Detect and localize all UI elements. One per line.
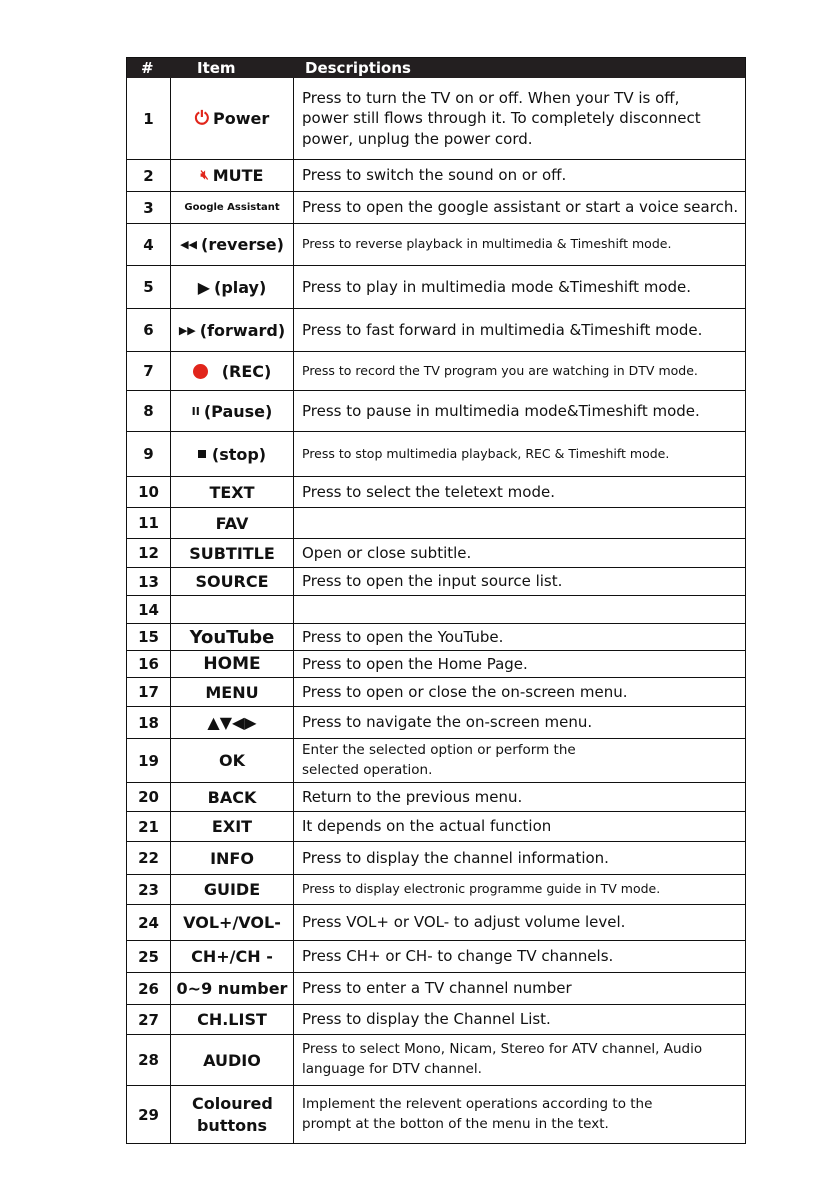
- row-item-label: (Pause): [203, 401, 273, 421]
- stop-icon: [198, 450, 206, 458]
- row-description: [294, 78, 745, 159]
- row-number: 12: [127, 539, 171, 567]
- play-icon: ▶: [197, 277, 210, 297]
- row-description: [294, 707, 745, 738]
- row-item: [171, 309, 294, 351]
- description-line: Press to display the channel information.: [302, 848, 609, 867]
- row-number: 23: [127, 875, 171, 904]
- row-item: [171, 651, 294, 677]
- row-item: [171, 678, 294, 706]
- row-description: [294, 309, 745, 351]
- description-line: Return to the previous menu.: [302, 787, 523, 806]
- header-num: #: [141, 59, 154, 77]
- description-line: Press to display electronic programme guide in TV mode.: [302, 881, 661, 897]
- table-row: [127, 782, 745, 811]
- table-row: [127, 841, 745, 874]
- row-description: [294, 941, 745, 972]
- row-item-label: (forward): [199, 320, 286, 340]
- description-line: power, unplug the power cord.: [302, 129, 533, 148]
- row-item-label: FAV: [215, 513, 249, 533]
- row-item: [171, 1005, 294, 1034]
- table-row: [127, 811, 745, 841]
- row-description: [294, 266, 745, 308]
- row-description: [294, 905, 745, 940]
- table-header: [127, 58, 745, 78]
- row-item: [171, 78, 294, 159]
- row-description: [294, 192, 745, 223]
- row-item-label: ▲▼◀▶: [207, 713, 257, 732]
- row-description: [294, 842, 745, 874]
- row-number: 24: [127, 905, 171, 940]
- row-item-label: Coloured buttons: [192, 1093, 273, 1135]
- forward-icon: ▶▶: [178, 323, 196, 337]
- row-item-label: (play): [214, 277, 267, 297]
- row-item-label: MENU: [205, 682, 259, 702]
- description-line: Press to record the TV program you are watching in DTV mode.: [302, 362, 698, 378]
- table-row: [127, 623, 745, 650]
- table-row: [127, 223, 745, 265]
- row-item: [171, 477, 294, 507]
- row-item: [171, 1035, 294, 1085]
- row-description: [294, 624, 745, 650]
- row-number: 17: [127, 678, 171, 706]
- row-item-label: AUDIO: [203, 1050, 261, 1070]
- row-item-label: CH+/CH -: [191, 947, 273, 966]
- row-description: [294, 651, 745, 677]
- row-item: [171, 973, 294, 1004]
- row-description: [294, 973, 745, 1004]
- row-item: [171, 1086, 294, 1143]
- row-number: 8: [127, 391, 171, 431]
- header-desc: Descriptions: [305, 59, 411, 77]
- table-row: [127, 1034, 745, 1085]
- reverse-icon: ◀◀: [180, 238, 197, 251]
- row-item-label: GUIDE: [203, 880, 261, 899]
- row-item: [171, 624, 294, 650]
- row-item: [171, 224, 294, 265]
- row-item: [171, 783, 294, 811]
- description-line: Press to open the YouTube.: [302, 627, 504, 646]
- description-line: Press CH+ or CH- to change TV channels.: [302, 947, 614, 966]
- row-item: [171, 842, 294, 874]
- row-item-label: TEXT: [209, 482, 255, 502]
- row-number: 13: [127, 568, 171, 595]
- row-description: [294, 391, 745, 431]
- row-number: 2: [127, 160, 171, 191]
- row-item-label: YouTube: [189, 626, 275, 648]
- row-item: [171, 192, 294, 223]
- mute-icon: 🔇︎: [200, 168, 209, 183]
- row-item: [171, 352, 294, 390]
- power-icon: ⏻: [194, 108, 209, 129]
- row-description: [294, 812, 745, 841]
- row-item-label: CH.LIST: [197, 1010, 267, 1029]
- row-item: [171, 941, 294, 972]
- row-description: [294, 432, 745, 476]
- description-line: Implement the relevent operations according to the: [302, 1095, 653, 1112]
- row-item-label: MUTE: [212, 166, 264, 185]
- row-number: 27: [127, 1005, 171, 1034]
- row-number: 19: [127, 739, 171, 782]
- table-row: [127, 677, 745, 706]
- description-line: Press to select Mono, Nicam, Stereo for ATV channel, Audio: [302, 1041, 703, 1058]
- row-number: 5: [127, 266, 171, 308]
- row-description: [294, 739, 745, 782]
- row-item-label: BACK: [207, 787, 257, 807]
- row-item-label: (stop): [211, 444, 267, 464]
- description-line: Press to play in multimedia mode &Timeshift mode.: [302, 277, 692, 296]
- row-description: [294, 352, 745, 390]
- description-line: Press to fast forward in multimedia &Timeshift mode.: [302, 320, 703, 339]
- row-number: 7: [127, 352, 171, 390]
- row-item-label: Power: [213, 109, 270, 128]
- description-line: Press to open or close the on-screen menu.: [302, 682, 628, 701]
- description-line: prompt at the botton of the menu in the text.: [302, 1115, 609, 1132]
- row-number: 3: [127, 192, 171, 223]
- row-number: 25: [127, 941, 171, 972]
- row-number: 9: [127, 432, 171, 476]
- table-row: [127, 351, 745, 390]
- row-item: [171, 739, 294, 782]
- row-number: 4: [127, 224, 171, 265]
- description-line: Press to navigate the on-screen menu.: [302, 713, 593, 732]
- table-row: [127, 78, 745, 159]
- row-item-label: HOME: [203, 654, 261, 674]
- table-row: [127, 507, 745, 538]
- description-line: Press to turn the TV on or off. When your TV is off,: [302, 89, 680, 108]
- description-line: Press to pause in multimedia mode&Timeshift mode.: [302, 401, 700, 420]
- row-number: 6: [127, 309, 171, 351]
- description-line: Press to stop multimedia playback, REC & Timeshift mode.: [302, 445, 670, 461]
- row-number: 21: [127, 812, 171, 841]
- table-row: [127, 1085, 745, 1143]
- description-line: selected operation.: [302, 761, 433, 778]
- table-row: [127, 874, 745, 904]
- row-description: [294, 1035, 745, 1085]
- row-item: [171, 432, 294, 476]
- table-row: [127, 904, 745, 940]
- row-item: [171, 160, 294, 191]
- row-item-label: (REC): [221, 361, 272, 381]
- table-row: [127, 431, 745, 476]
- row-item-label: EXIT: [211, 817, 253, 836]
- row-item-label: (reverse): [201, 235, 284, 254]
- row-description: [294, 539, 745, 567]
- row-item: [171, 707, 294, 738]
- pause-icon: II: [191, 404, 200, 418]
- row-item-label: 0~9 number: [176, 979, 288, 998]
- row-number: 20: [127, 783, 171, 811]
- table-row: [127, 650, 745, 677]
- row-number: 28: [127, 1035, 171, 1085]
- description-line: language for DTV channel.: [302, 1061, 482, 1077]
- row-description: [294, 568, 745, 595]
- table-row: [127, 706, 745, 738]
- description-line: Press to open the Home Page.: [302, 654, 528, 673]
- table-row: [127, 972, 745, 1004]
- row-number: 1: [127, 78, 171, 159]
- row-number: 10: [127, 477, 171, 507]
- row-item: [171, 266, 294, 308]
- table-row: [127, 308, 745, 351]
- row-description: [294, 1005, 745, 1034]
- row-description: [294, 678, 745, 706]
- row-item-label: SUBTITLE: [189, 543, 275, 563]
- row-item-label: INFO: [210, 848, 254, 868]
- row-number: 26: [127, 973, 171, 1004]
- row-item-label: Google Assistant: [184, 202, 280, 213]
- table-row: [127, 538, 745, 567]
- table-row: [127, 159, 745, 191]
- row-item: [171, 539, 294, 567]
- row-number: 16: [127, 651, 171, 677]
- table-row: [127, 1004, 745, 1034]
- description-line: Press to display the Channel List.: [302, 1010, 551, 1029]
- row-description: [294, 875, 745, 904]
- table-row: [127, 476, 745, 507]
- row-item: [171, 568, 294, 595]
- table-row: [127, 567, 745, 595]
- description-line: Enter the selected option or perform the: [302, 741, 576, 758]
- description-line: It depends on the actual function: [302, 817, 552, 836]
- description-line: Press to enter a TV channel number: [302, 979, 572, 998]
- description-line: Press to open the google assistant or start a voice search.: [302, 198, 739, 217]
- description-line: Press to select the teletext mode.: [302, 482, 555, 501]
- row-item: [171, 596, 294, 623]
- row-description: [294, 477, 745, 507]
- row-description: [294, 508, 745, 538]
- row-number: 14: [127, 596, 171, 623]
- row-number: 11: [127, 508, 171, 538]
- row-item-label: SOURCE: [195, 572, 269, 591]
- table-row: [127, 595, 745, 623]
- description-line: Press VOL+ or VOL- to adjust volume level.: [302, 913, 626, 932]
- row-item: [171, 391, 294, 431]
- row-item: [171, 508, 294, 538]
- row-number: 18: [127, 707, 171, 738]
- row-item: [171, 812, 294, 841]
- description-line: Press to switch the sound on or off.: [302, 166, 567, 185]
- row-number: 15: [127, 624, 171, 650]
- table-row: [127, 940, 745, 972]
- row-item: [171, 905, 294, 940]
- row-description: [294, 596, 745, 623]
- row-item-label: OK: [219, 751, 245, 770]
- row-description: [294, 783, 745, 811]
- description-line: Press to reverse playback in multimedia & Timeshift mode.: [302, 236, 672, 252]
- table-row: [127, 390, 745, 431]
- row-description: [294, 160, 745, 191]
- description-line: Open or close subtitle.: [302, 543, 472, 562]
- table-row: [127, 738, 745, 782]
- row-description: [294, 1086, 745, 1143]
- row-item-label: VOL+/VOL-: [183, 913, 281, 932]
- row-description: [294, 224, 745, 265]
- row-number: 22: [127, 842, 171, 874]
- row-number: 29: [127, 1086, 171, 1143]
- header-item: Item: [197, 59, 236, 77]
- description-line: Press to open the input source list.: [302, 572, 563, 591]
- table-row: [127, 191, 745, 223]
- record-icon: [193, 364, 208, 379]
- description-line: power still flows through it. To completely disconnect: [302, 109, 701, 128]
- table-row: [127, 265, 745, 308]
- row-item: [171, 875, 294, 904]
- remote-buttons-table: [126, 57, 746, 1144]
